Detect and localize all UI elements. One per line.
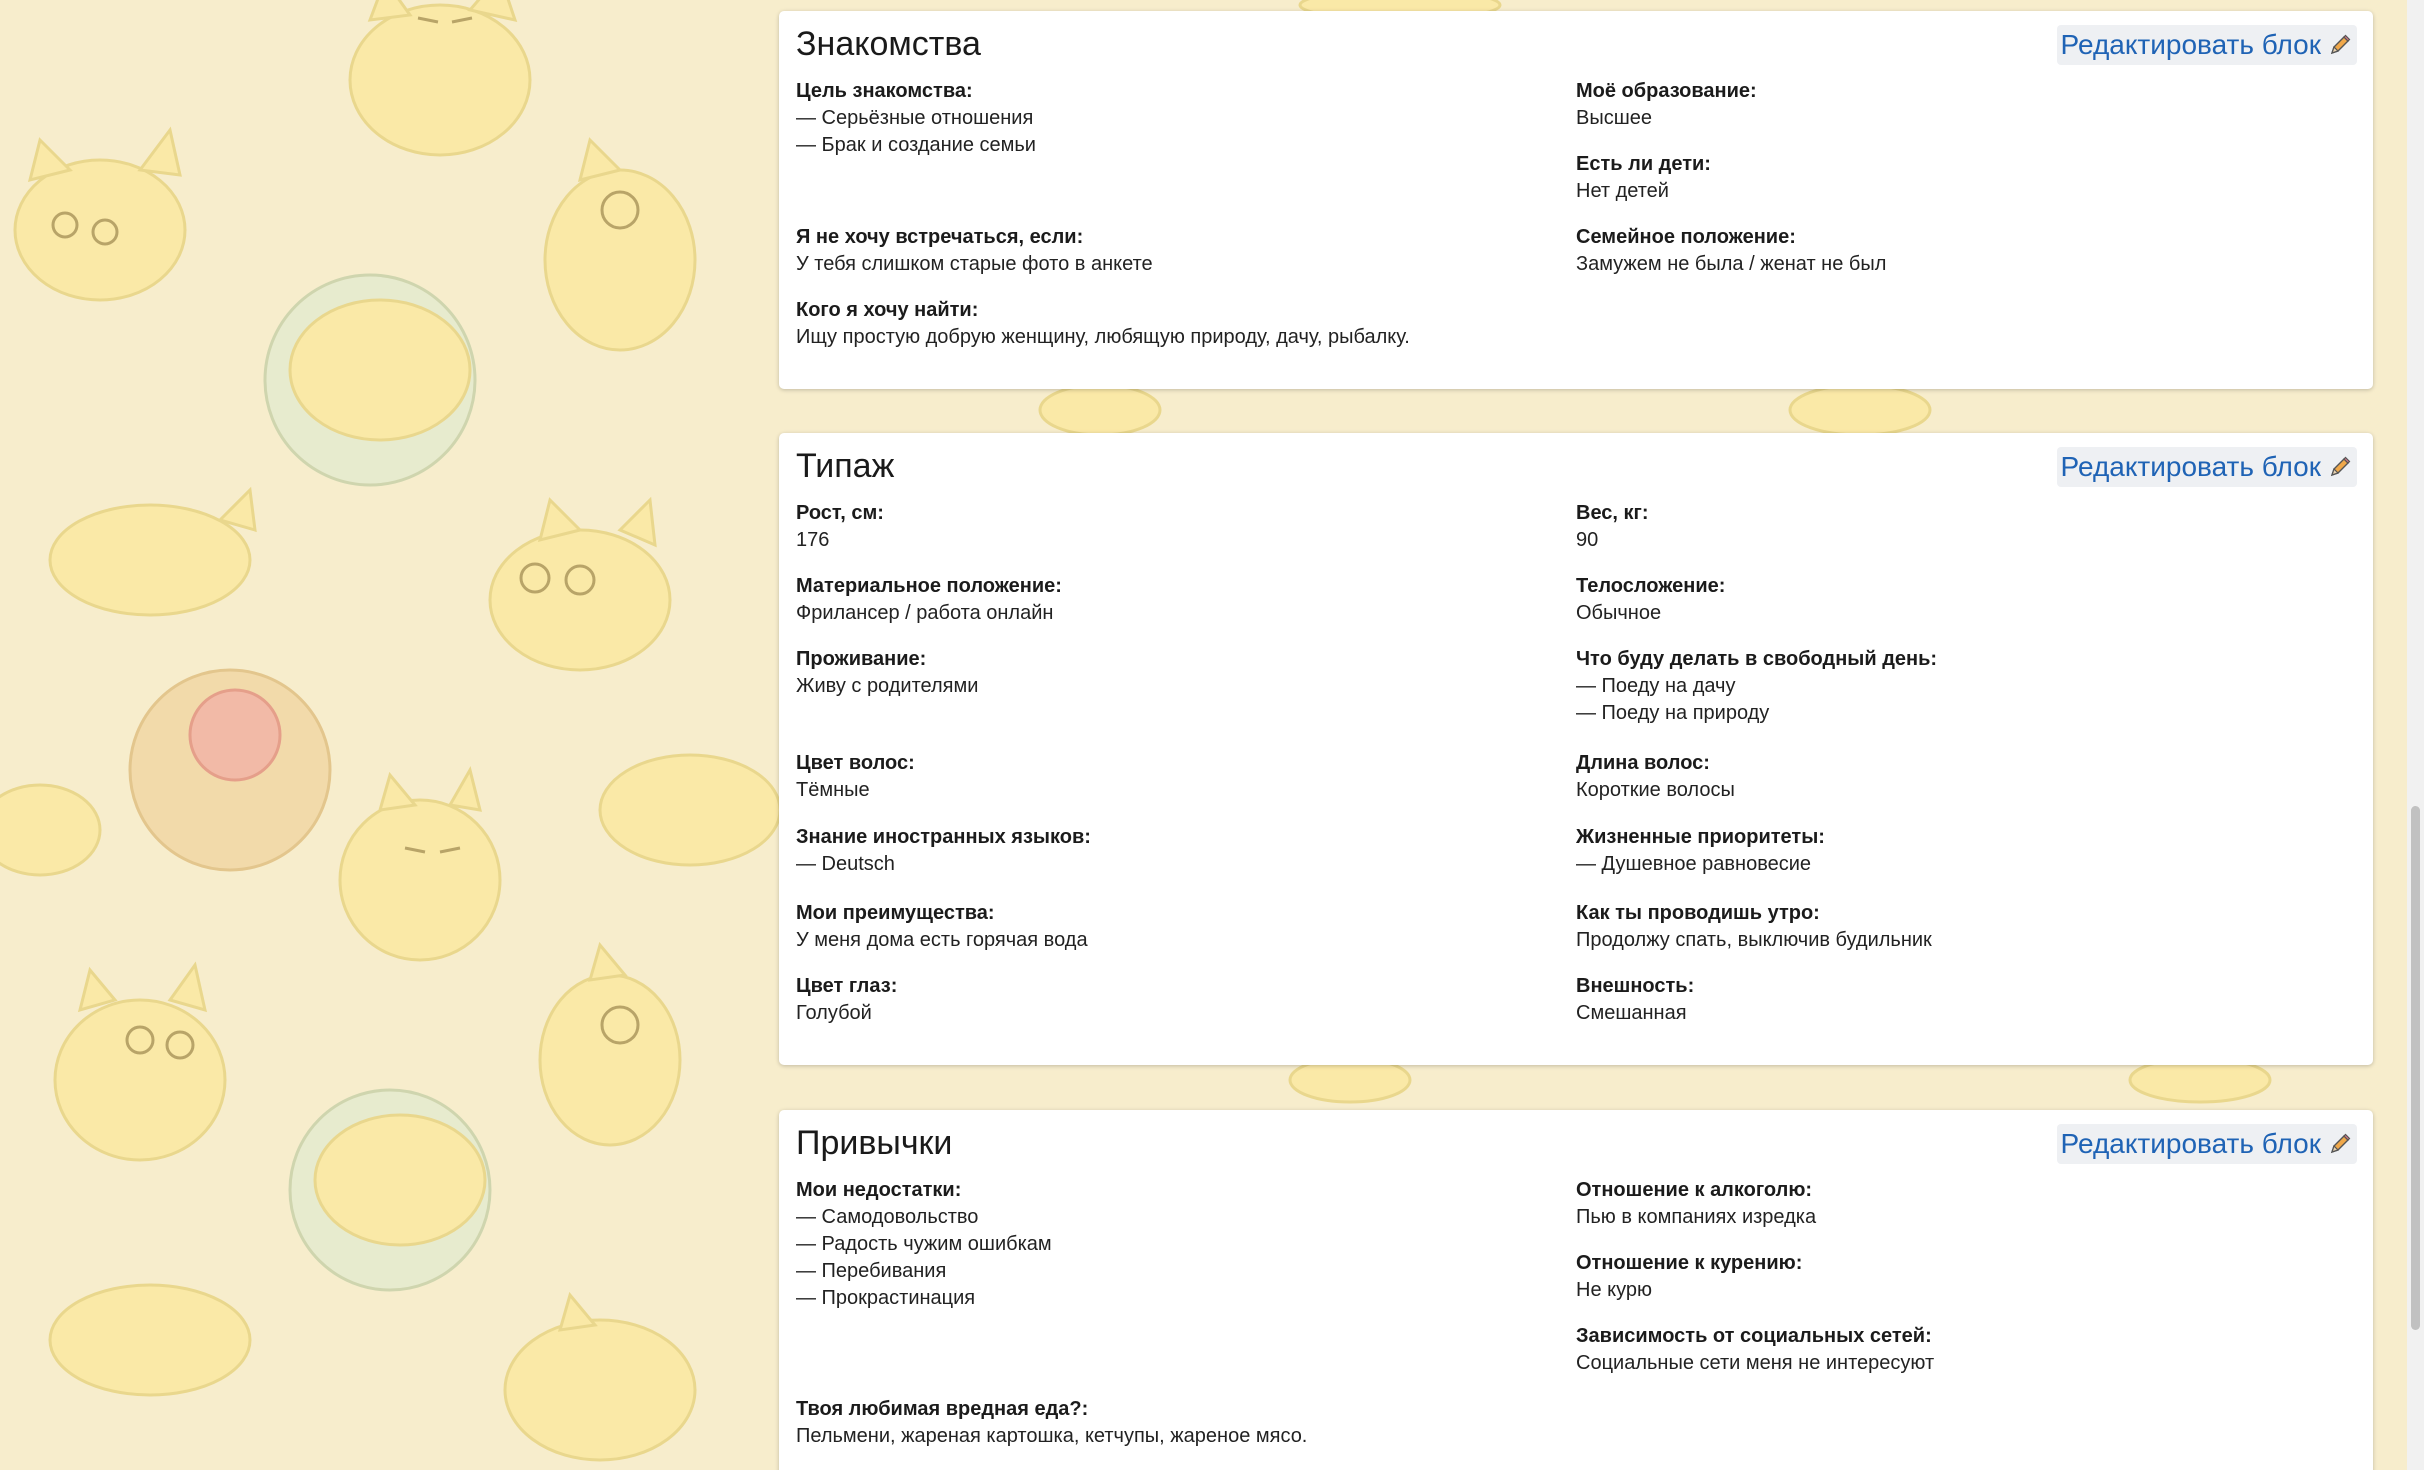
field-build — [1576, 573, 1725, 627]
field-value: — Брак и создание семьи — [796, 134, 1036, 156]
edit-block-button[interactable] — [2057, 1124, 2357, 1164]
field-value: У тебя слишком старые фото в анкете — [796, 253, 1153, 275]
vertical-scrollbar[interactable] — [2407, 0, 2424, 1470]
field-dont-want-if — [796, 224, 1153, 278]
field-financial-status — [796, 573, 1062, 627]
field-languages — [796, 824, 1091, 878]
field-value: — Радость чужим ошибкам — [796, 1233, 1052, 1255]
field-value: — Deutsch — [796, 853, 895, 875]
pencil-icon — [2329, 456, 2351, 478]
field-value: Голубой — [796, 1002, 872, 1024]
field-label: Вес, кг: — [1576, 502, 1649, 524]
field-label: Семейное положение: — [1576, 226, 1796, 248]
field-living — [796, 646, 978, 700]
field-label: Что буду делать в свободный день: — [1576, 648, 1938, 670]
field-value: Короткие волосы — [1576, 779, 1735, 801]
type-block — [779, 433, 2373, 1065]
edit-block-button[interactable] — [2057, 25, 2357, 65]
block-title: Привычки — [796, 1124, 953, 1162]
field-value: Тёмные — [796, 779, 870, 801]
field-value: Пельмени, жареная картошка, кетчупы, жареное мясо. — [796, 1425, 1308, 1447]
field-looking-for — [796, 297, 1410, 351]
field-label: Длина волос: — [1576, 752, 1710, 774]
field-free-day — [1576, 646, 1937, 727]
field-value: Не курю — [1576, 1279, 1652, 1301]
field-label: Жизненные приоритеты: — [1576, 826, 1825, 848]
block-title: Знакомства — [796, 25, 981, 63]
dating-block — [779, 11, 2373, 389]
field-label: Цвет глаз: — [796, 975, 898, 997]
field-label: Я не хочу встречаться, если: — [796, 226, 1084, 248]
field-value: Пью в компаниях изредка — [1576, 1206, 1817, 1228]
field-value: Смешанная — [1576, 1002, 1687, 1024]
field-value: Продолжу спать, выключив будильник — [1576, 929, 1932, 951]
field-value: — Прокрастинация — [796, 1287, 976, 1309]
field-life-priorities — [1576, 824, 1825, 878]
field-label: Цвет волос: — [796, 752, 915, 774]
field-hair-length — [1576, 750, 1735, 804]
field-appearance — [1576, 973, 1694, 1027]
field-label: Материальное положение: — [796, 575, 1062, 597]
field-label: Кого я хочу найти: — [796, 299, 979, 321]
edit-block-label: Редактировать блок — [2060, 451, 2321, 482]
field-value: Живу с родителями — [796, 675, 979, 697]
field-value: 176 — [796, 529, 830, 551]
field-hair-color — [796, 750, 915, 804]
pencil-icon — [2329, 34, 2351, 56]
field-label: Телосложение: — [1576, 575, 1726, 597]
field-height — [796, 500, 884, 554]
field-social-media — [1576, 1323, 1934, 1377]
field-education — [1576, 78, 1757, 132]
edit-block-button[interactable] — [2057, 447, 2357, 487]
scrollbar-thumb[interactable] — [2411, 806, 2420, 1330]
field-value: — Перебивания — [796, 1260, 947, 1282]
pencil-icon — [2329, 1133, 2351, 1155]
field-weight — [1576, 500, 1649, 554]
field-label: Зависимость от социальных сетей: — [1576, 1325, 1932, 1347]
edit-block-label: Редактировать блок — [2060, 29, 2321, 60]
field-label: Твоя любимая вредная еда?: — [796, 1398, 1089, 1420]
field-value: — Душевное равновесие — [1576, 853, 1812, 875]
field-eye-color — [796, 973, 897, 1027]
field-label: Рост, см: — [796, 502, 884, 524]
field-label: Мои преимущества: — [796, 902, 995, 924]
field-label: Отношение к курению: — [1576, 1252, 1803, 1274]
field-value: У меня дома есть горячая вода — [796, 929, 1088, 951]
field-marital-status — [1576, 224, 1886, 278]
field-value: — Серьёзные отношения — [796, 107, 1034, 129]
field-children — [1576, 151, 1711, 205]
field-label: Моё образование: — [1576, 80, 1757, 102]
field-smoking — [1576, 1250, 1802, 1304]
field-label: Знание иностранных языков: — [796, 826, 1091, 848]
field-flaws — [796, 1177, 1052, 1312]
habits-block — [779, 1110, 2373, 1470]
field-value: Нет детей — [1576, 180, 1669, 202]
field-value: Фрилансер / работа онлайн — [796, 602, 1054, 624]
block-title: Типаж — [796, 447, 895, 485]
field-value: — Поеду на дачу — [1576, 675, 1736, 697]
field-label: Мои недостатки: — [796, 1179, 962, 1201]
field-dating-goal — [796, 78, 1036, 159]
field-label: Есть ли дети: — [1576, 153, 1711, 175]
field-junk-food — [796, 1396, 1307, 1450]
field-value: Замужем не была / женат не был — [1576, 253, 1887, 275]
field-value: — Поеду на природу — [1576, 702, 1770, 724]
field-value: 90 — [1576, 529, 1599, 551]
field-label: Как ты проводишь утро: — [1576, 902, 1820, 924]
field-label: Внешность: — [1576, 975, 1695, 997]
field-value: Высшее — [1576, 107, 1653, 129]
field-label: Отношение к алкоголю: — [1576, 1179, 1813, 1201]
field-value: — Самодовольство — [796, 1206, 979, 1228]
field-label: Цель знакомства: — [796, 80, 973, 102]
field-value: Обычное — [1576, 602, 1662, 624]
field-morning — [1576, 900, 1932, 954]
field-value: Социальные сети меня не интересуют — [1576, 1352, 1935, 1374]
field-alcohol — [1576, 1177, 1816, 1231]
field-advantages — [796, 900, 1088, 954]
field-value: Ищу простую добрую женщину, любящую природу, дачу, рыбалку. — [796, 326, 1410, 348]
edit-block-label: Редактировать блок — [2060, 1128, 2321, 1159]
field-label: Проживание: — [796, 648, 927, 670]
